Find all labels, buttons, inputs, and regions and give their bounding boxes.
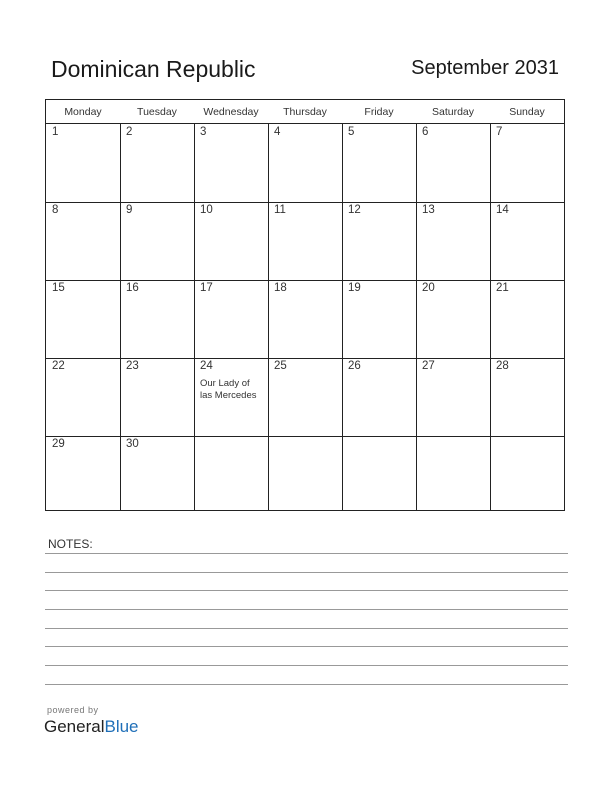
day-cell — [120, 280, 194, 358]
day-number: 22 — [52, 360, 65, 372]
grid-column-line — [194, 124, 195, 510]
day-number: 29 — [52, 438, 65, 450]
note-line — [45, 646, 568, 647]
day-cell — [194, 202, 268, 280]
day-cell — [490, 358, 564, 436]
day-number: 9 — [126, 204, 133, 216]
day-cell — [194, 124, 268, 202]
day-number: 11 — [274, 204, 286, 216]
grid-column-line — [490, 124, 491, 510]
weekday-monday: Monday — [64, 106, 102, 118]
brand-blue-text: Blue — [104, 717, 139, 736]
day-number: 26 — [348, 360, 361, 372]
weekday-friday: Friday — [364, 106, 394, 118]
day-cell — [194, 358, 268, 436]
day-number: 21 — [496, 282, 509, 294]
day-cell — [46, 436, 120, 514]
day-number: 12 — [348, 204, 361, 216]
day-cell — [120, 358, 194, 436]
powered-by-text: powered by — [47, 705, 99, 715]
day-cell — [268, 202, 342, 280]
day-cell — [194, 436, 268, 514]
weekday-sunday: Sunday — [509, 106, 545, 118]
day-number: 1 — [52, 126, 59, 138]
day-number: 19 — [348, 282, 361, 294]
day-cell — [268, 436, 342, 514]
day-number: 4 — [274, 126, 281, 138]
day-number: 30 — [126, 438, 139, 450]
week-row — [46, 358, 564, 436]
day-cell — [120, 124, 194, 202]
weekday-tuesday: Tuesday — [137, 106, 177, 118]
grid-row-line — [46, 358, 564, 359]
day-cell — [342, 280, 416, 358]
day-cell — [46, 280, 120, 358]
day-number: 20 — [422, 282, 435, 294]
day-cell — [194, 280, 268, 358]
day-cell — [268, 124, 342, 202]
day-number: 3 — [200, 126, 207, 138]
day-number: 10 — [200, 204, 213, 216]
day-number: 27 — [422, 360, 435, 372]
day-grid — [46, 124, 564, 510]
day-cell — [490, 202, 564, 280]
day-number: 25 — [274, 360, 287, 372]
day-number: 17 — [200, 282, 213, 294]
day-number: 18 — [274, 282, 287, 294]
day-cell — [416, 436, 490, 514]
day-cell — [268, 280, 342, 358]
day-cell — [416, 124, 490, 202]
day-cell — [268, 358, 342, 436]
day-number: 15 — [52, 282, 65, 294]
day-number: 23 — [126, 360, 139, 372]
day-cell — [416, 358, 490, 436]
day-cell — [120, 202, 194, 280]
country-title: Dominican Republic — [51, 56, 256, 82]
day-number: 8 — [52, 204, 59, 216]
note-line — [45, 665, 568, 666]
day-number: 28 — [496, 360, 509, 372]
day-cell — [120, 436, 194, 514]
weekday-thursday: Thursday — [283, 106, 327, 118]
day-number: 7 — [496, 126, 503, 138]
holiday-label: Our Lady of las Mercedes — [200, 378, 257, 401]
day-cell — [342, 202, 416, 280]
week-row — [46, 436, 564, 514]
day-cell — [416, 202, 490, 280]
day-number: 5 — [348, 126, 355, 138]
grid-column-line — [416, 124, 417, 510]
day-cell — [490, 280, 564, 358]
grid-row-line — [46, 436, 564, 437]
day-cell — [490, 436, 564, 514]
week-row — [46, 202, 564, 280]
day-cell — [342, 358, 416, 436]
day-cell — [46, 124, 120, 202]
day-cell — [46, 358, 120, 436]
grid-row-line — [46, 202, 564, 203]
month-year-title: September 2031 — [411, 57, 559, 79]
grid-column-line — [120, 124, 121, 510]
day-number: 6 — [422, 126, 429, 138]
week-row — [46, 280, 564, 358]
weekday-wednesday: Wednesday — [203, 106, 259, 118]
day-number: 2 — [126, 126, 133, 138]
week-row — [46, 124, 564, 202]
grid-row-line — [46, 280, 564, 281]
day-number: 24 — [200, 360, 213, 372]
grid-column-line — [342, 124, 343, 510]
note-line — [45, 572, 568, 573]
note-line — [45, 684, 568, 685]
note-line — [45, 609, 568, 610]
day-cell — [416, 280, 490, 358]
weekday-header-row — [46, 100, 564, 124]
day-number: 16 — [126, 282, 139, 294]
note-line — [45, 553, 568, 554]
day-cell — [342, 436, 416, 514]
note-line — [45, 590, 568, 591]
day-number: 13 — [422, 204, 435, 216]
weekday-saturday: Saturday — [431, 106, 475, 118]
generalblue-logo — [44, 717, 139, 737]
day-cell — [46, 202, 120, 280]
note-line — [45, 628, 568, 629]
notes-label: NOTES: — [48, 537, 93, 551]
day-cell — [490, 124, 564, 202]
day-number: 14 — [496, 204, 509, 216]
calendar-grid — [45, 99, 565, 511]
day-cell — [342, 124, 416, 202]
grid-column-line — [268, 124, 269, 510]
brand-general-text: General — [44, 717, 105, 736]
